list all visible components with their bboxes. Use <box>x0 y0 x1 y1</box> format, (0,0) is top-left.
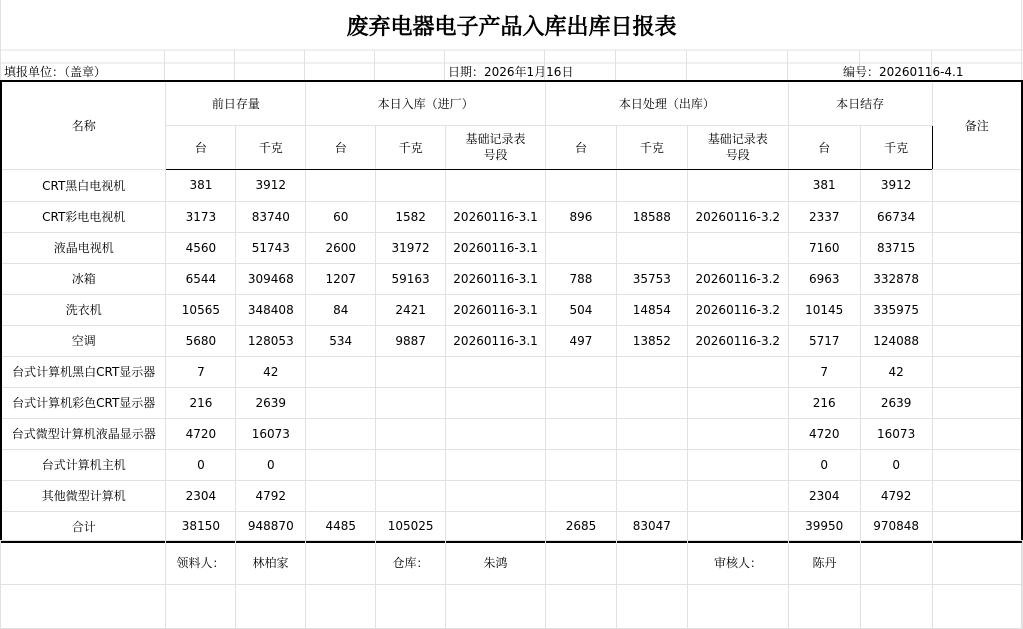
warehouse-label: 仓库： <box>376 541 446 585</box>
cell-out-record <box>687 232 788 263</box>
cell-stock-units: 2304 <box>788 480 860 511</box>
cell-stock-units: 10145 <box>788 294 860 325</box>
header-name: 名称 <box>1 81 166 169</box>
cell-stock-units: 2337 <box>788 201 860 232</box>
cell-prev-kg: 309468 <box>236 263 306 294</box>
cell-out-record <box>687 387 788 418</box>
cell-stock-kg: 332878 <box>860 263 932 294</box>
cell-prev-kg: 42 <box>236 356 306 387</box>
cell-in-units: 4485 <box>306 511 376 542</box>
cell-out-units <box>546 387 617 418</box>
cell-remarks <box>932 201 1022 232</box>
cell-stock-kg: 16073 <box>860 418 932 449</box>
reviewer-name: 陈丹 <box>789 541 861 585</box>
footer-empty <box>617 541 688 585</box>
cell-stock-kg: 0 <box>860 449 932 480</box>
row-name: CRT黑白电视机 <box>1 169 166 201</box>
cell-out-units: 497 <box>546 325 617 356</box>
header-closing-stock: 本日结存 <box>788 81 932 125</box>
cell-out-record: 20260116-3.2 <box>687 201 788 232</box>
cell-prev-units: 4720 <box>166 418 236 449</box>
cell-prev-kg: 348408 <box>236 294 306 325</box>
footer-empty <box>1 541 166 585</box>
cell-stock-units: 0 <box>788 449 860 480</box>
cell-in-units: 1207 <box>306 263 376 294</box>
cell-out-kg <box>616 480 687 511</box>
cell-in-record: 20260116-3.1 <box>446 232 546 263</box>
cell-out-units: 2685 <box>546 511 617 542</box>
footer-empty <box>861 541 933 585</box>
header-processed-out: 本日处理（出库） <box>546 81 789 125</box>
cell-out-kg <box>616 356 687 387</box>
cell-in-units <box>306 169 376 201</box>
cell-stock-kg: 970848 <box>860 511 932 542</box>
cell-prev-kg: 83740 <box>236 201 306 232</box>
cell-prev-units: 38150 <box>166 511 236 542</box>
cell-out-record <box>687 356 788 387</box>
cell-out-record: 20260116-3.2 <box>687 294 788 325</box>
cell-stock-units: 381 <box>788 169 860 201</box>
cell-prev-kg: 51743 <box>236 232 306 263</box>
cell-remarks <box>932 294 1022 325</box>
cell-out-kg <box>616 232 687 263</box>
table-row <box>1 356 1022 387</box>
reporting-unit: 填报单位：（盖章） <box>4 65 107 79</box>
header-out-kg: 千克 <box>616 125 687 169</box>
table-row <box>1 232 1022 263</box>
cell-in-units: 534 <box>306 325 376 356</box>
table-row <box>1 201 1022 232</box>
cell-prev-kg: 948870 <box>236 511 306 542</box>
cell-prev-units: 3173 <box>166 201 236 232</box>
cell-prev-kg: 0 <box>236 449 306 480</box>
header-out-units: 台 <box>546 125 617 169</box>
cell-out-kg <box>616 387 687 418</box>
cell-prev-units: 0 <box>166 449 236 480</box>
cell-out-units: 896 <box>546 201 617 232</box>
cell-out-kg: 83047 <box>616 511 687 542</box>
cell-stock-kg: 42 <box>860 356 932 387</box>
cell-stock-units: 216 <box>788 387 860 418</box>
cell-remarks <box>932 449 1022 480</box>
cell-out-units <box>546 232 617 263</box>
cell-prev-units: 2304 <box>166 480 236 511</box>
cell-out-kg <box>616 449 687 480</box>
receiver-label: 领料人： <box>166 541 236 585</box>
cell-stock-kg: 3912 <box>860 169 932 201</box>
cell-stock-kg: 66734 <box>860 201 932 232</box>
header-in-record: 基础记录表号段 <box>446 125 546 169</box>
cell-in-record <box>446 418 546 449</box>
cell-prev-kg: 4792 <box>236 480 306 511</box>
cell-remarks <box>932 387 1022 418</box>
cell-out-units <box>546 480 617 511</box>
cell-in-record: 20260116-3.1 <box>446 325 546 356</box>
footer-empty <box>306 541 376 585</box>
cell-remarks <box>932 263 1022 294</box>
cell-stock-units: 39950 <box>788 511 860 542</box>
cell-prev-units: 216 <box>166 387 236 418</box>
cell-out-kg <box>616 169 687 201</box>
cell-in-kg: 59163 <box>376 263 446 294</box>
cell-out-kg <box>616 418 687 449</box>
cell-in-record <box>446 387 546 418</box>
cell-remarks <box>932 232 1022 263</box>
cell-remarks <box>932 356 1022 387</box>
cell-in-kg <box>376 480 446 511</box>
cell-in-kg <box>376 356 446 387</box>
report-title: 废弃电器电子产品入库出库日报表 <box>346 13 677 40</box>
cell-stock-units: 7160 <box>788 232 860 263</box>
cell-in-kg <box>376 449 446 480</box>
row-name: 台式计算机彩色CRT显示器 <box>1 387 166 418</box>
row-name: 空调 <box>1 325 166 356</box>
row-name: 台式微型计算机液晶显示器 <box>1 418 166 449</box>
table-row <box>1 449 1022 480</box>
cell-out-record <box>687 511 788 542</box>
row-name: 洗衣机 <box>1 294 166 325</box>
table-row <box>1 418 1022 449</box>
cell-prev-kg: 128053 <box>236 325 306 356</box>
cell-out-units <box>546 449 617 480</box>
table-row <box>1 294 1022 325</box>
report-date: 日期：2026年1月16日 <box>448 65 574 79</box>
cell-in-kg <box>376 418 446 449</box>
cell-stock-kg: 2639 <box>860 387 932 418</box>
cell-out-units: 788 <box>546 263 617 294</box>
header-prev-kg: 千克 <box>236 125 306 169</box>
report-code: 编号：20260116-4.1 <box>843 65 964 79</box>
cell-prev-units: 6544 <box>166 263 236 294</box>
footer-empty <box>933 541 1023 585</box>
cell-in-kg: 105025 <box>376 511 446 542</box>
cell-out-kg: 14854 <box>616 294 687 325</box>
table-row <box>1 169 1022 201</box>
cell-out-units: 504 <box>546 294 617 325</box>
cell-prev-kg: 2639 <box>236 387 306 418</box>
cell-prev-units: 10565 <box>166 294 236 325</box>
cell-out-units <box>546 169 617 201</box>
cell-out-record <box>687 480 788 511</box>
row-name: 台式计算机主机 <box>1 449 166 480</box>
cell-stock-units: 4720 <box>788 418 860 449</box>
receiver-name: 林柏家 <box>236 541 306 585</box>
cell-out-units <box>546 356 617 387</box>
cell-prev-kg: 16073 <box>236 418 306 449</box>
cell-remarks <box>932 480 1022 511</box>
header-prev-units: 台 <box>166 125 236 169</box>
header-row-1 <box>1 81 1022 125</box>
cell-out-kg: 18588 <box>616 201 687 232</box>
table-row <box>1 511 1022 542</box>
cell-in-units: 60 <box>306 201 376 232</box>
header-stock-units: 台 <box>788 125 860 169</box>
table-row <box>1 263 1022 294</box>
row-name: 冰箱 <box>1 263 166 294</box>
cell-out-record: 20260116-3.2 <box>687 263 788 294</box>
header-out-record: 基础记录表号段 <box>687 125 788 169</box>
footer-empty <box>546 541 617 585</box>
cell-out-kg: 35753 <box>616 263 687 294</box>
cell-in-kg <box>376 169 446 201</box>
header-in-kg: 千克 <box>376 125 446 169</box>
cell-remarks <box>932 418 1022 449</box>
cell-in-record <box>446 169 546 201</box>
cell-in-record <box>446 356 546 387</box>
inventory-table <box>0 80 1023 543</box>
cell-in-units: 2600 <box>306 232 376 263</box>
cell-in-record: 20260116-3.1 <box>446 201 546 232</box>
cell-in-units <box>306 418 376 449</box>
cell-remarks <box>932 169 1022 201</box>
row-name: 其他微型计算机 <box>1 480 166 511</box>
cell-in-record <box>446 449 546 480</box>
cell-in-units <box>306 449 376 480</box>
cell-in-record <box>446 480 546 511</box>
cell-remarks <box>932 511 1022 542</box>
cell-out-record <box>687 418 788 449</box>
cell-in-record: 20260116-3.1 <box>446 263 546 294</box>
cell-out-record <box>687 169 788 201</box>
row-name: 合计 <box>1 511 166 542</box>
cell-stock-units: 7 <box>788 356 860 387</box>
cell-out-units <box>546 418 617 449</box>
header-remarks: 备注 <box>932 81 1022 169</box>
signature-row <box>0 540 1023 629</box>
cell-stock-units: 6963 <box>788 263 860 294</box>
cell-out-record: 20260116-3.2 <box>687 325 788 356</box>
cell-in-units: 84 <box>306 294 376 325</box>
cell-in-units <box>306 387 376 418</box>
row-name: 液晶电视机 <box>1 232 166 263</box>
cell-in-kg: 9887 <box>376 325 446 356</box>
cell-in-kg <box>376 387 446 418</box>
cell-stock-kg: 4792 <box>860 480 932 511</box>
cell-out-record <box>687 449 788 480</box>
row-name: CRT彩电电视机 <box>1 201 166 232</box>
cell-prev-kg: 3912 <box>236 169 306 201</box>
reviewer-label: 审核人： <box>688 541 789 585</box>
cell-in-kg: 2421 <box>376 294 446 325</box>
cell-prev-units: 7 <box>166 356 236 387</box>
header-stock-kg: 千克 <box>860 125 932 169</box>
cell-stock-kg: 335975 <box>860 294 932 325</box>
header-prev-stock: 前日存量 <box>166 81 306 125</box>
header-stock-in: 本日入库（进厂） <box>306 81 546 125</box>
cell-in-units <box>306 480 376 511</box>
cell-out-kg: 13852 <box>616 325 687 356</box>
table-row <box>1 387 1022 418</box>
row-name: 台式计算机黑白CRT显示器 <box>1 356 166 387</box>
table-row <box>1 480 1022 511</box>
cell-in-kg: 31972 <box>376 232 446 263</box>
cell-prev-units: 5680 <box>166 325 236 356</box>
table-row <box>1 325 1022 356</box>
cell-in-units <box>306 356 376 387</box>
cell-stock-units: 5717 <box>788 325 860 356</box>
cell-stock-kg: 83715 <box>860 232 932 263</box>
cell-in-record: 20260116-3.1 <box>446 294 546 325</box>
cell-prev-units: 381 <box>166 169 236 201</box>
cell-stock-kg: 124088 <box>860 325 932 356</box>
warehouse-name: 朱鸿 <box>446 541 546 585</box>
cell-in-kg: 1582 <box>376 201 446 232</box>
cell-prev-units: 4560 <box>166 232 236 263</box>
cell-remarks <box>932 325 1022 356</box>
cell-in-record <box>446 511 546 542</box>
header-in-units: 台 <box>306 125 376 169</box>
